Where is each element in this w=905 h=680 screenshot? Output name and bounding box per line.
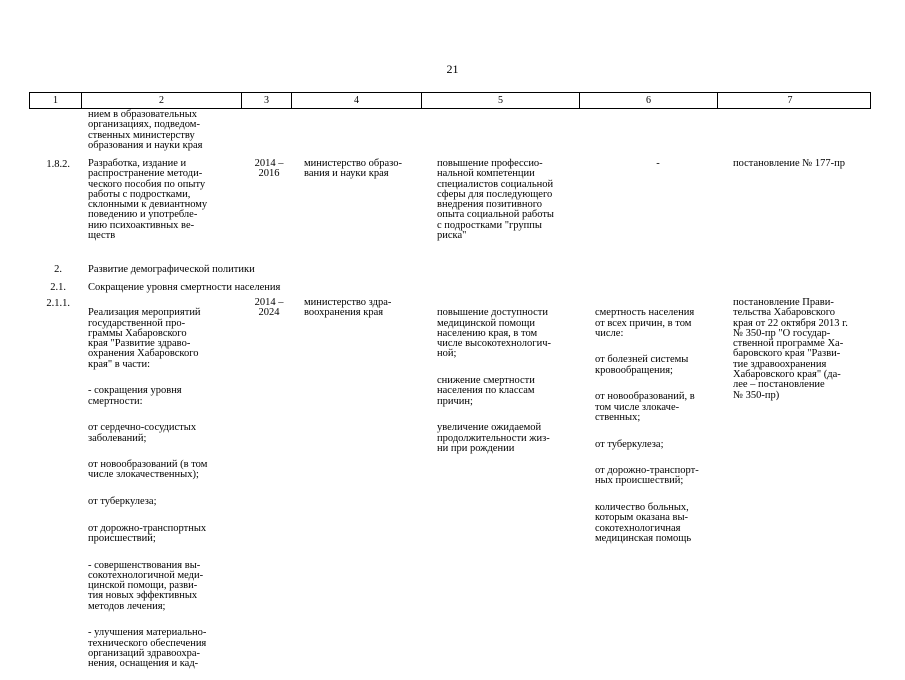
header-col-5: 5 (422, 93, 580, 108)
indicator-paragraph: от новообразований, в том числе злокаче- ственных; (595, 391, 695, 423)
header-col-2: 2 (82, 93, 242, 108)
indicator-paragraph: от болезней системы кровообращения; (595, 354, 689, 376)
row-1-8-2-activity: Разработка, издание и распространение методи- ческого пособия по опыту работы с подростками, склонными к девиантному поведению и употребле- нию психоактивных ве- ществ (88, 158, 208, 242)
activity-paragraph: от дорожно-транспортных происшествий; (88, 522, 207, 544)
header-col-3: 3 (242, 93, 292, 108)
indicator-paragraph: количество больных, которым оказана вы- сокотехнологичная медицинская помощь (595, 502, 692, 544)
row-1-8-2-period: 2014 – 2016 (254, 158, 284, 180)
activity-paragraph: Реализация мероприятий государственной про- граммы Хабаровского края "Развитие здраво- охранения Хабаровского края" в части: (88, 307, 201, 370)
row-2-1-1-result (437, 298, 592, 464)
section-2-title: Развитие демографической политики (88, 264, 255, 275)
activity-paragraph: - улучшения материально- технического обеспечения организаций здравоохра- нения, оснащения и кад- (88, 627, 207, 670)
activity-paragraph: от новообразований (в том числе злокачественных); (88, 459, 208, 481)
row-2-1-1-period: 2014 – 2024 (254, 297, 284, 319)
activity-paragraph: от сердечно-сосудистых заболеваний; (88, 422, 197, 444)
activity-paragraph: - совершенствования вы- сокотехнологичной меди- цинской помощи, разви- тия новых эффективных методов лечения; (88, 559, 204, 612)
section-2-number: 2. (54, 264, 62, 275)
header-col-7: 7 (787, 95, 793, 106)
table-header-row (29, 92, 871, 109)
row-2-1-1-executor: министерство здра- воохранения края (304, 297, 392, 319)
activity-paragraph: - сокращения уровня смертности: (88, 385, 182, 407)
row-1-8-2-indicator: - (656, 158, 660, 169)
result-paragraph: увеличение ожидаемой продолжительности жиз- ни при рождении (437, 422, 550, 454)
indicator-paragraph: от дорожно-транспорт- ных происшествий; (595, 465, 699, 487)
result-paragraph: повышение доступности медицинской помощи населению края, в том числе высокотехнологич- ной; (437, 307, 551, 360)
result-paragraph: снижение смертности населения по классам причин; (437, 375, 535, 407)
row-number-2-1-1: 2.1.1. (46, 298, 70, 309)
indicator-paragraph: смертность населения от всех причин, в том числе: (595, 307, 695, 339)
indicator-paragraph: от туберкулеза; (595, 438, 664, 450)
row-number-1-8-2: 1.8.2. (46, 159, 70, 170)
continuation-text: нием в образовательных организациях, подведом- ственных министерству образования и науки края (88, 109, 203, 151)
section-2-1-title: Сокращение уровня смертности населения (88, 282, 281, 293)
row-1-8-2-result: повышение профессио- нальной компетенции специалистов социальной сферы для последующего внедрения позитивного опыта социальной работы с подростками "группы риска" (437, 158, 554, 242)
header-col-6: 6 (580, 93, 718, 108)
header-col-1: 1 (30, 93, 82, 108)
row-2-1-1-indicator (595, 298, 730, 555)
page-number: 21 (446, 62, 459, 76)
section-2-1-number: 2.1. (50, 282, 66, 293)
activity-paragraph: от туберкулеза; (88, 496, 157, 508)
row-2-1-1-activity (88, 298, 248, 680)
row-2-1-1-basis: постановление Прави- тельства Хабаровского края от 22 октября 2013 г. № 350-пр "О государ- ственной программе Ха- баровского края "Разви- тие здравоохранения Хабаровского края" (да- лее – постановление № 350-пр) (733, 297, 848, 401)
row-1-8-2-executor: министерство образо- вания и науки края (304, 158, 403, 180)
header-col-4: 4 (292, 93, 422, 108)
row-1-8-2-basis: постановление № 177-пр (733, 158, 846, 169)
